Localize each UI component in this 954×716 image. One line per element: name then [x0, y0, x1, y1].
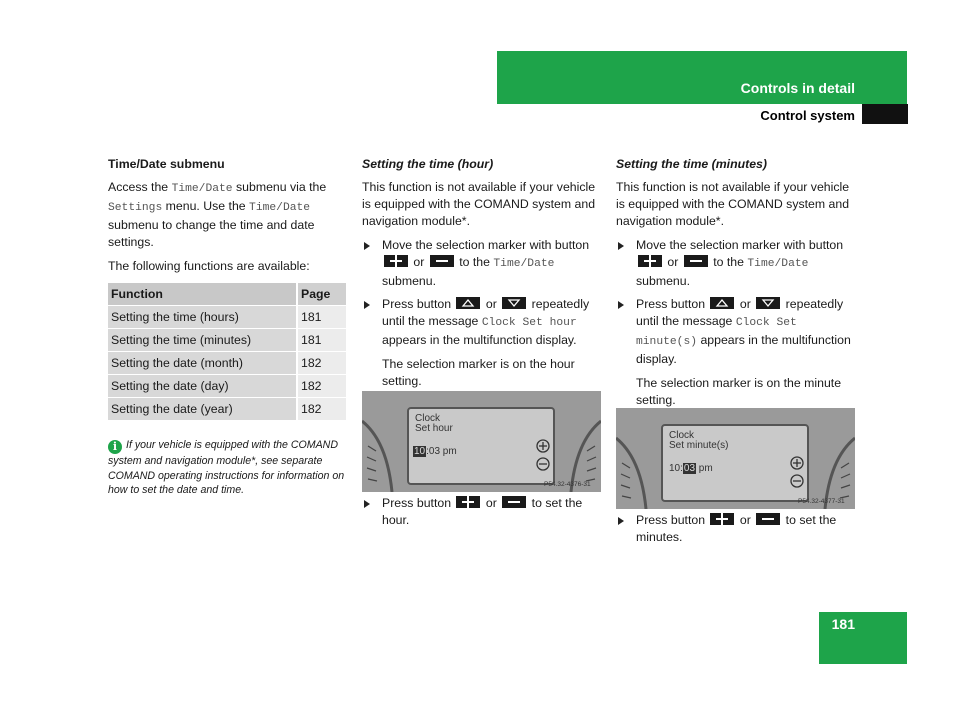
minutes-availability: This function is not available if your vehicle is equipped with the COMAND system and navigation module*.: [616, 180, 850, 228]
submenu-heading: Time/Date submenu: [108, 157, 225, 171]
subsection-marker: [862, 104, 908, 124]
arrow-down-button-icon: [756, 297, 780, 309]
minutes-display-image: [616, 408, 855, 509]
instrument-cluster-illustration: [616, 408, 855, 509]
info-note: i If your vehicle is equipped with the COMAND system and navigation module*, see separate COMAND operating instructions for information on how to set the date and time.: [108, 439, 345, 497]
column-2: [362, 156, 602, 390]
minus-button-icon: [684, 255, 708, 267]
hour-heading: Setting the time (hour): [362, 157, 494, 171]
lcd-line-1: Clock: [669, 430, 695, 441]
minutes-marker-note: The selection marker is on the minute setting.: [636, 376, 842, 407]
column-3-bottom: [616, 512, 856, 546]
plus-button-icon: [384, 255, 408, 267]
info-icon: i: [108, 440, 122, 454]
subsection-title: Control system: [760, 108, 855, 123]
minutes-step-3: Press button or to set the minutes.: [616, 512, 856, 546]
intro-paragraph: Access the Time/Date submenu via the Settings menu. Use the Time/Date submenu to change the time and date settings.: [108, 180, 327, 249]
minus-button-icon: [502, 496, 526, 508]
arrow-up-button-icon: [456, 297, 480, 309]
image-reference: P54.32-4377-31: [798, 498, 845, 505]
hour-availability: This function is not available if your vehicle is equipped with the COMAND system and navigation module*.: [362, 180, 596, 228]
page-number: 181: [831, 616, 855, 632]
minus-button-icon: [430, 255, 454, 267]
column-3: [616, 156, 856, 409]
hour-marker-note: The selection marker is on the hour setting.: [382, 357, 575, 388]
column-2-bottom: [362, 495, 602, 529]
plus-button-icon: [638, 255, 662, 267]
column-1: [108, 156, 348, 498]
lcd-time: 10:03 pm: [669, 463, 713, 474]
section-title: Controls in detail: [740, 80, 855, 96]
table-row: Setting the date (year) 182: [108, 398, 346, 421]
table-row: Setting the date (day) 182: [108, 375, 346, 398]
minutes-step-2: Press button or repeatedly until the message Clock Set minute(s) appears in the multifunction display.: [616, 296, 856, 368]
arrow-up-button-icon: [710, 297, 734, 309]
table-header-row: [108, 283, 346, 306]
minus-button-icon: [756, 513, 780, 525]
lcd-line-2: Set hour: [415, 423, 453, 434]
table-row: Setting the date (month) 182: [108, 352, 346, 375]
plus-button-icon: [710, 513, 734, 525]
lcd-hour-selected: 10: [414, 446, 426, 457]
lcd-line-1: Clock: [415, 413, 441, 424]
table-row: Setting the time (minutes) 181: [108, 329, 346, 352]
available-text: The following functions are available:: [108, 259, 310, 273]
minutes-heading: Setting the time (minutes): [616, 157, 767, 171]
hour-step-1: Move the selection marker with button or to the Time/Date submenu.: [362, 237, 602, 290]
col-header-page: Page: [297, 283, 346, 306]
table-row: Setting the time (hours) 181: [108, 306, 346, 329]
image-reference: P54.32-4376-31: [544, 481, 591, 488]
instrument-cluster-illustration: [362, 391, 601, 492]
hour-step-3: Press button or to set the hour.: [362, 495, 602, 529]
minutes-step-1: Move the selection marker with button or to the Time/Date submenu.: [616, 237, 856, 290]
arrow-down-button-icon: [502, 297, 526, 309]
plus-button-icon: [456, 496, 480, 508]
lcd-line-2: Set minute(s): [669, 440, 729, 451]
lcd-minute-selected: 03: [683, 463, 696, 474]
col-header-function: Function: [108, 283, 297, 306]
functions-table: [108, 283, 346, 420]
hour-display-image: [362, 391, 601, 492]
lcd-time: 10:03 pm: [414, 446, 457, 457]
hour-step-2: Press button or repeatedly until the message Clock Set hour appears in the multifunction display.: [362, 296, 602, 349]
header-bar: [497, 51, 907, 104]
